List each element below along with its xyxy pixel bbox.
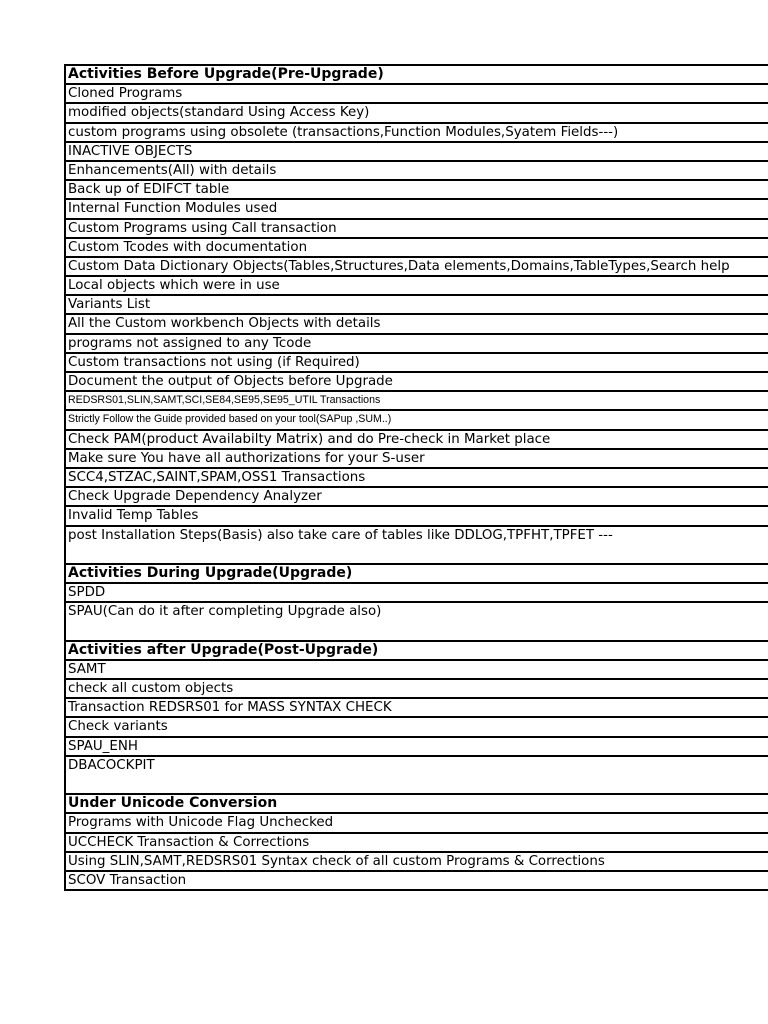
section-heading-unicode: Under Unicode Conversion [66,795,768,814]
checklist-row: SPDD [66,584,768,603]
checklist-row: Check variants [66,718,768,737]
checklist-row: SCOV Transaction [66,872,768,891]
checklist-row: DBACOCKPIT [66,757,768,795]
checklist-row: SAMT [66,661,768,680]
checklist-row: Local objects which were in use [66,277,768,296]
checklist-row: Variants List [66,296,768,315]
checklist-row: All the Custom workbench Objects with details [66,315,768,334]
checklist-row: UCCHECK Transaction & Corrections [66,834,768,853]
checklist-row: Strictly Follow the Guide provided based on your tool(SAPup ,SUM..) [66,411,768,430]
checklist-row: Cloned Programs [66,85,768,104]
checklist-row: Custom transactions not using (if Required) [66,354,768,373]
checklist-row: Make sure You have all authorizations for your S-user [66,450,768,469]
checklist-row: SCC4,STZAC,SAINT,SPAM,OSS1 Transactions [66,469,768,488]
section-heading-post-upgrade: Activities after Upgrade(Post-Upgrade) [66,642,768,661]
checklist-sheet [64,64,768,891]
section-heading-pre-upgrade: Activities Before Upgrade(Pre-Upgrade) [66,66,768,85]
checklist-row: REDSRS01,SLIN,SAMT,SCI,SE84,SE95,SE95_UTIL Transactions [66,392,768,411]
checklist-row: Check Upgrade Dependency Analyzer [66,488,768,507]
checklist-row: SPAU(Can do it after completing Upgrade also) [66,603,768,641]
checklist-row: Custom Data Dictionary Objects(Tables,Structures,Data elements,Domains,TableTypes,Search help [66,258,768,277]
checklist-row: SPAU_ENH [66,738,768,757]
checklist-row: Invalid Temp Tables [66,507,768,526]
checklist-row: custom programs using obsolete (transactions,Function Modules,Syatem Fields---) [66,124,768,143]
checklist-row: Check PAM(product Availabilty Matrix) and do Pre-check in Market place [66,431,768,450]
section-heading-upgrade: Activities During Upgrade(Upgrade) [66,565,768,584]
checklist-row: Enhancements(All) with details [66,162,768,181]
checklist-row: Transaction REDSRS01 for MASS SYNTAX CHECK [66,699,768,718]
checklist-row: INACTIVE OBJECTS [66,143,768,162]
checklist-row: Programs with Unicode Flag Unchecked [66,814,768,833]
checklist-row: Back up of EDIFCT table [66,181,768,200]
checklist-row: check all custom objects [66,680,768,699]
checklist-row: Custom Programs using Call transaction [66,220,768,239]
checklist-row: Using SLIN,SAMT,REDSRS01 Syntax check of all custom Programs & Corrections [66,853,768,872]
checklist-row: programs not assigned to any Tcode [66,335,768,354]
checklist-row: Custom Tcodes with documentation [66,239,768,258]
checklist-row: Document the output of Objects before Upgrade [66,373,768,392]
checklist-row: Internal Function Modules used [66,200,768,219]
checklist-row: modified objects(standard Using Access Key) [66,104,768,123]
checklist-row: post Installation Steps(Basis) also take care of tables like DDLOG,TPFHT,TPFET --- [66,527,768,565]
